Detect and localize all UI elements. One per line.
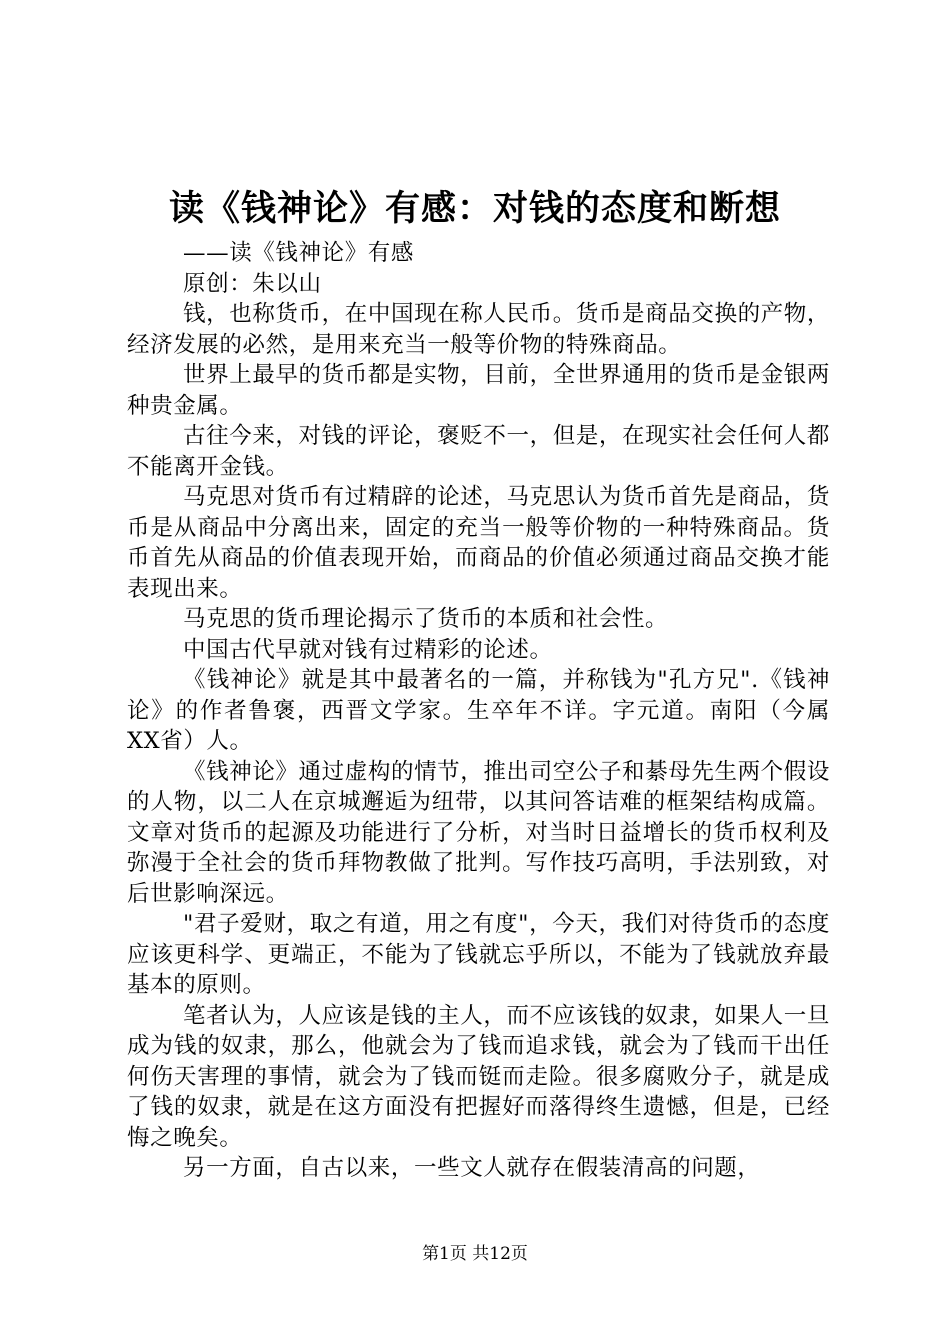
paragraph: 钱，也称货币，在中国现在称人民币。货币是商品交换的产物，经济发展的必然，是用来充当一般等价物的特殊商品。	[127, 301, 830, 358]
paragraph: 笔者认为，人应该是钱的主人，而不应该钱的奴隶，如果人一旦成为钱的奴隶，那么，他就会为了钱而追求钱，就会为了钱而干出任何伤天害理的事情，就会为了钱而铤而走险。很多腐败分子，就是成了钱的奴隶，就是在这方面没有把握好而落得终生遗憾，但是，已经悔之晚矣。	[127, 1002, 830, 1151]
document-body	[127, 238, 830, 1184]
paragraph: 《钱神论》就是其中最著名的一篇，并称钱为"孔方兄".《钱神论》的作者鲁褒，西晋文学家。生卒年不详。字元道。南阳（今属XX省）人。	[127, 667, 830, 754]
paragraph: 《钱神论》通过虚构的情节，推出司空公子和綦母先生两个假设的人物，以二人在京城邂逅为纽带，以其问答诘难的框架结构成篇。文章对货币的起源及功能进行了分析，对当时日益增长的货币权利及弥漫于全社会的货币拜物教做了批判。写作技巧高明，手法别致，对后世影响深远。	[127, 758, 830, 907]
document-subtitle: ——读《钱神论》有感	[183, 240, 415, 266]
paragraph: 马克思对货币有过精辟的论述，马克思认为货币首先是商品，货币是从商品中分离出来，固定的充当一般等价物的一种特殊商品。货币首先从商品的价值表现开始，而商品的价值必须通过商品交换才能表现出来。	[127, 484, 830, 602]
paragraph: 中国古代早就对钱有过精彩的论述。	[183, 636, 553, 663]
paragraph: 马克思的货币理论揭示了货币的本质和社会性。	[183, 606, 669, 632]
document-title: 读《钱神论》有感：对钱的态度和断想	[168, 189, 781, 229]
page-number-footer: 第1页 共12页	[422, 1244, 528, 1264]
paragraph: "君子爱财，取之有道，用之有度"，今天，我们对待货币的态度应该更科学、更端正，不能为了钱就忘乎所以，不能为了钱就放弃最基本的原则。	[127, 911, 830, 998]
paragraph: 古往今来，对钱的评论，褒贬不一，但是，在现实社会任何人都不能离开金钱。	[127, 423, 830, 480]
paragraph: 世界上最早的货币都是实物，目前，全世界通用的货币是金银两种贵金属。	[127, 362, 830, 419]
paragraph: 另一方面，自古以来，一些文人就存在假装清高的问题，	[183, 1155, 761, 1181]
author-line: 原创：朱以山	[183, 270, 322, 297]
